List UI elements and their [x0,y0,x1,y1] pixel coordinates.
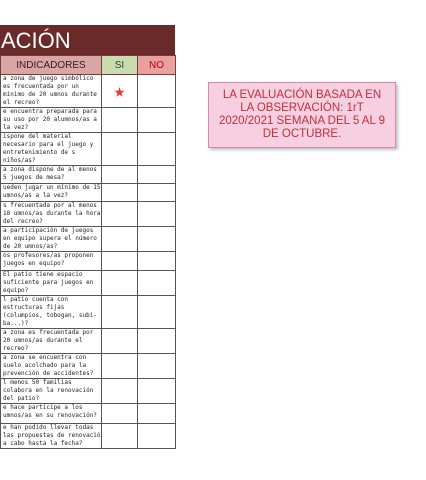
si-cell[interactable] [102,108,138,133]
table-row [1,108,176,133]
no-cell[interactable] [138,271,176,296]
si-cell[interactable] [102,271,138,296]
indicators-grid [0,55,176,449]
no-cell[interactable] [138,202,176,227]
table-row [1,296,176,329]
table-row [1,424,176,449]
si-cell[interactable] [102,227,138,252]
table-row [1,166,176,184]
indicator-text: ispone del material necesario para el juego y entretenimiento de s niños/as? [1,133,102,166]
si-cell[interactable] [102,166,138,184]
no-cell[interactable] [138,166,176,184]
no-cell[interactable] [138,108,176,133]
table-title: ACIÓN [0,25,175,55]
si-cell[interactable] [102,296,138,329]
indicator-text: os profesores/as proponen juegos en equipo? [1,252,102,271]
table-row [1,379,176,404]
indicator-text: a zona es frecuentada por 20 umnos/as durante el recreo? [1,329,102,354]
table-row [1,354,176,379]
no-cell[interactable] [138,329,176,354]
indicator-text: e hace participe a los umnos/as en su renovación? [1,404,102,424]
table-row [1,252,176,271]
table-row [1,75,176,108]
indicator-text: a zona se encuentra con suelo acolchado para la prevención de accidentes? [1,354,102,379]
si-cell[interactable] [102,329,138,354]
table-row [1,202,176,227]
si-cell[interactable] [102,75,138,108]
evaluation-note [208,82,396,148]
si-cell[interactable] [102,202,138,227]
evaluation-note-text: LA EVALUACIÓN BASADA EN LA OBSERVACIÓN: 1rT 2020/2021 SEMANA DEL 5 AL 9 DE OCTUBRE. [219,89,386,140]
table-row [1,133,176,166]
header-si: SI [102,56,138,75]
table-row [1,271,176,296]
no-cell[interactable] [138,404,176,424]
no-cell[interactable] [138,184,176,202]
no-cell[interactable] [138,424,176,449]
star-icon: ★ [113,79,126,102]
header-indicators: INDICADORES [1,56,102,75]
indicator-text: l menos 50 familias colabora en la renovación del patio? [1,379,102,404]
no-cell[interactable] [138,296,176,329]
no-cell[interactable] [138,133,176,166]
no-cell[interactable] [138,227,176,252]
si-cell[interactable] [102,404,138,424]
indicator-text: a participación de juegos en equipo supera el número de 20 umnos/as? [1,227,102,252]
table-row [1,329,176,354]
table-row [1,404,176,424]
indicator-text: El patio tiene espacio suficiente para juegos en equipo? [1,271,102,296]
si-cell[interactable] [102,354,138,379]
indicator-text: e encuentra preparada para su uso por 20 alumnos/as a la vez? [1,108,102,133]
si-cell[interactable] [102,379,138,404]
indicator-text: ueden jugar un mínimo de 15 umnos/as a la vez? [1,184,102,202]
si-cell[interactable] [102,133,138,166]
no-cell[interactable] [138,379,176,404]
si-cell[interactable] [102,184,138,202]
table-row [1,184,176,202]
indicator-text: l patio cuenta con estructuras fijas (columpios, tobogan, subi-ba...)? [1,296,102,329]
indicator-text: a zona de juego simbólico es frecuentada por un mínimo de 20 umnos durante el recreo? [1,75,102,108]
indicator-text: a zona dispone de al menos 5 juegos de mesa? [1,166,102,184]
no-cell[interactable] [138,252,176,271]
evaluation-table [0,25,175,449]
no-cell[interactable] [138,75,176,108]
no-cell[interactable] [138,354,176,379]
table-row [1,227,176,252]
header-no: NO [138,56,176,75]
si-cell[interactable] [102,252,138,271]
indicator-text: e han podido llevar todas las propuestas de renovació a cabo hasta la fecha? [1,424,102,449]
indicator-text: s frecuentada por al menos 18 umnos/as durante la hora del recreo? [1,202,102,227]
si-cell[interactable] [102,424,138,449]
